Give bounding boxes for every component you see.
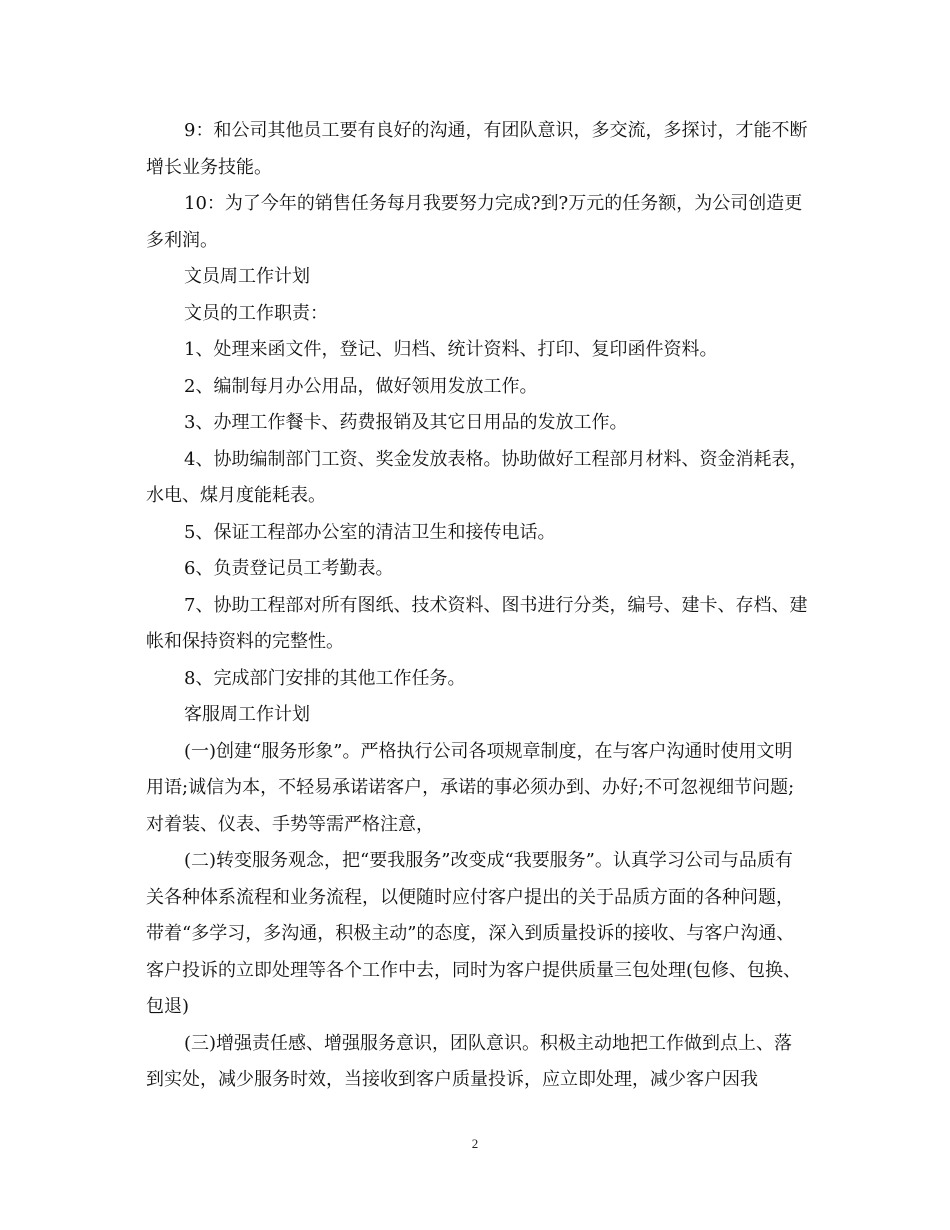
service-item-3: (三)增强责任感、增强服务意识，团队意识。积极主动地把工作做到点上、落到实处，减少服务时效，当接收到客户质量投诉，应立即处理，减少客户因我 (146, 1032, 793, 1090)
duty-item-2: 2、编制每月办公用品，做好领用发放工作。 (184, 375, 538, 397)
service-item-2: (二)转变服务观念，把“要我服务”改变成“我要服务”。认真学习公司与品质有关各种体系流程和业务流程，以便随时应付客户提出的关于品质方面的各种问题，带着“多学习，多沟通，积极主动”的态度，深入到质量投诉的接收、与客户沟通、客户投诉的立即处理等各个工作中去，同时为客户提供质量三包处理(包修、包换、包退) (146, 850, 802, 1017)
paragraph-item-9: 9：和公司其他员工要有良好的沟通，有团队意识，多交流，多探讨，才能不断增长业务技能。 (146, 120, 808, 178)
subheading-clerk-duties: 文员的工作职责： (184, 302, 328, 324)
paragraph-item-10: 10：为了今年的销售任务每月我要努力完成?到?万元的任务额，为公司创造更多利润。 (146, 193, 803, 251)
duty-item-3: 3、办理工作餐卡、药费报销及其它日用品的发放工作。 (184, 412, 628, 433)
duty-item-6: 6、负责登记员工考勤表。 (184, 558, 394, 579)
duty-item-7: 7、协助工程部对所有图纸、技术资料、图书进行分类，编号、建卡、存档、建帐和保持资料的完整性。 (146, 594, 808, 652)
section-heading-service-plan: 客服周工作计划 (184, 704, 310, 725)
document-body (146, 113, 808, 1099)
section-heading-clerk-plan: 文员周工作计划 (184, 266, 310, 287)
duty-item-8: 8、完成部门安排的其他工作任务。 (184, 667, 466, 689)
service-item-1: (一)创建“服务形象”。严格执行公司各项规章制度，在与客户沟通时使用文明用语;诚信为本，不轻易承诺诺客户，承诺的事必须办到、办好;不可忽视细节问题;对着装、仪表、手势等需严格注意， (146, 740, 795, 835)
duty-item-4: 4、协助编制部门工资、奖金发放表格。协助做好工程部月材料、资金消耗表，水电、煤月度能耗表。 (146, 448, 808, 506)
duty-item-5: 5、保证工程部办公室的清洁卫生和接传电话。 (184, 521, 556, 543)
page-number: 2 (471, 1136, 479, 1151)
duty-item-1: 1、处理来函文件，登记、归档、统计资料、打印、复印函件资料。 (184, 339, 718, 360)
